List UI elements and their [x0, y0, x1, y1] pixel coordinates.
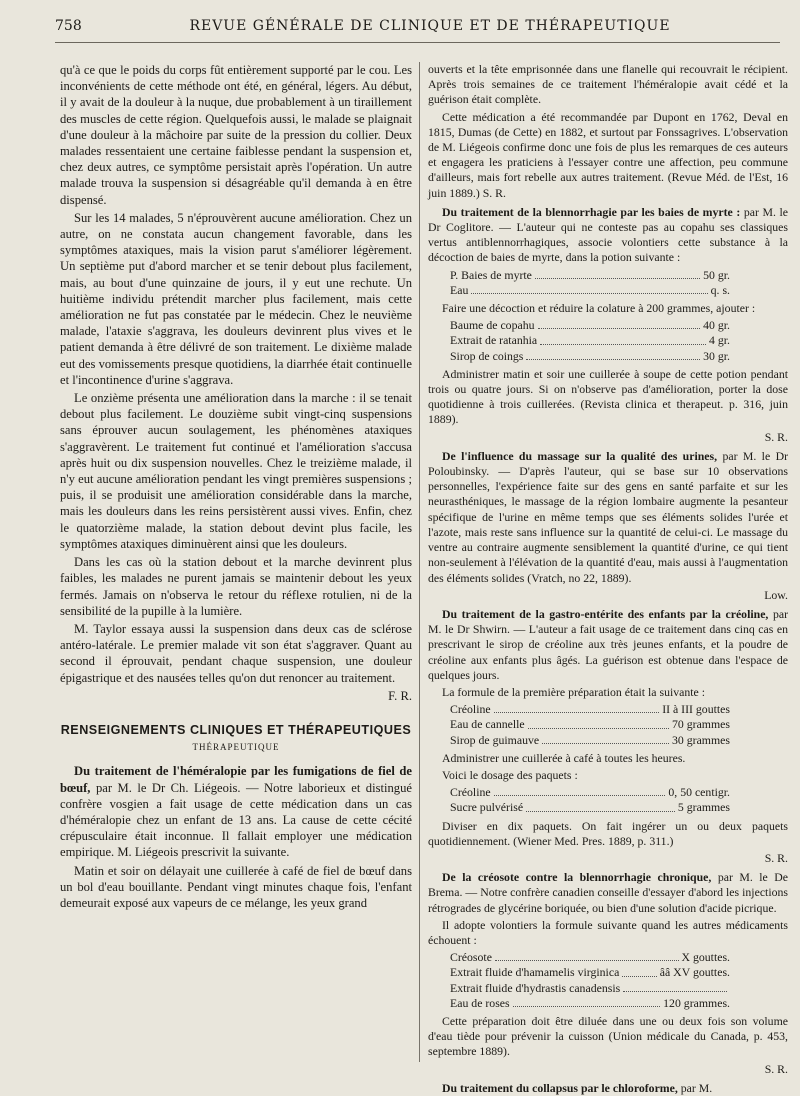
paragraph: Faire une décoction et réduire la colature à 200 grammes, ajouter :: [442, 301, 756, 316]
ingredient-quantity: q. s.: [710, 282, 730, 297]
recipe-line: [450, 318, 730, 333]
ingredient-name: Créoline: [450, 702, 491, 717]
article: [428, 205, 788, 266]
article-title: De l'influence du massage sur la qualité des urines,: [442, 448, 718, 463]
ingredient-quantity: 50 gr.: [703, 267, 730, 282]
recipe-line: [450, 717, 730, 732]
paragraph: Le onzième présenta une amélioration dans la marche : il se tenait debout plus facilement. Le douzième subit vingt-cinq suspensions sans éprouver aucun soulagement, les phénomènes ataxiques s'aggravèrent. Le traitement fut continué et l'amélioration s'accusa après huit ou dix suspension nouvelles. Chez le treizième malade, il n'y eut aucune amélioration pendant les vingt premières suspensions ; puis, il se produisit une amélioration considérable dans la marche, mais les douleurs dans les reins persistèrent aussi vives. Enfin, chez le quatorzième malade, la station debout devint plus facile, les symptômes ataxiques diminuèrent ainsi que les douleurs.: [60, 391, 412, 551]
ingredient-quantity: 40 gr.: [703, 318, 730, 333]
ingredient-quantity: 0, 50 centigr.: [668, 785, 730, 800]
recipe: [450, 318, 730, 364]
article: [60, 763, 412, 860]
recipe: [450, 702, 730, 748]
leader-dots: [623, 981, 727, 992]
article: [428, 1081, 788, 1096]
leader-dots: [540, 333, 706, 344]
recipe-line: [450, 996, 730, 1011]
leader-dots: [622, 965, 656, 976]
recipe-line: [450, 333, 730, 348]
article-body: par M. le Dr Ch. Liégeois. — Notre laborieux et distingué confrère vosgien a fait usage de cette médication dans un cas d'héméralopie chez un enfant de 13 ans. La cause de cette cécité crépusculaire était inconnue. Il fallait employer une médication empirique. M. Liégeois prescrivit la suivante.: [60, 780, 412, 860]
recipe-line: [450, 349, 730, 364]
section-title: RENSEIGNEMENTS CLINIQUES ET THÉRAPEUTIQUES: [60, 722, 412, 737]
paragraph: Cette préparation doit être diluée dans une ou deux fois son volume d'eau tiède pour prévenir la cuisson (Union médicale du Canada, p. 453, septembre 1889).: [428, 1013, 788, 1059]
recipe-line: [450, 733, 730, 748]
ingredient-quantity: 5 grammes: [677, 800, 730, 815]
paragraph: Administrer une cuillerée à café à toutes les heures.: [442, 750, 686, 765]
article-body: par M. le Dr Poloubinsky. — D'après l'auteur, qui se base sur 10 observations personnelles, l'expérience faite sur des gens en santé parfaite et sur les neurasthéniques, le massage de la région lombaire augmente la pesanteur spécifique de l'urine en même temps que ses éléments solides l'urée et l'azote, mais reste sans influence sur la quantité de celui-ci. Le massage du ventre au contraire augmente sensiblement la quantité d'urine, ce qui tient non-seulement à l'élévation de la quantité d'eau, mais aussi à l'augmentation des éléments solides (Vratch, no 22, 1889).: [428, 448, 789, 585]
article-body: par M. le Dr Shwirn. — L'auteur a fait usage de ce traitement dans cinq cas en prescrivant le sirop de créoline aux très jeunes enfants, et la poudre de créoline aux enfants plus âgés. La guérison est obtenue dans l'espace de quelques jours.: [428, 606, 789, 682]
paragraph: Dans les cas où la station debout et la marche devinrent plus faibles, les malades ne purent jamais se maintenir debout les yeux fermés. Jamais on n'observa le retour du réflexe rotulien, ni de la sensibilité de la pupille à la lumière.: [60, 555, 412, 618]
article-title: Du traitement de l'héméralopie par les fumigations de fiel de bœuf,: [60, 764, 412, 795]
ingredient-quantity: X gouttes.: [681, 950, 730, 965]
leader-dots: [535, 268, 700, 279]
paragraph: M. Taylor essaya aussi la suspension dans deux cas de sclérose antéro-latérale. Le premier malade vit son état s'aggraver. Quant au second il éprouvait, pendant chaque suspension, une douleur épigastrique et des nausées telles qu'on dut renoncer au traitement.: [60, 621, 412, 685]
article: [428, 449, 788, 586]
ingredient-name: Extrait fluide d'hydrastis canadensis: [450, 980, 621, 995]
paragraph: Voici le dosage des paquets :: [442, 767, 578, 782]
leader-dots: [513, 996, 661, 1007]
recipe-line: [450, 785, 730, 800]
ingredient-name: Extrait fluide d'hamamelis virginica: [450, 965, 620, 980]
leader-dots: [526, 349, 700, 360]
recipe-line: [450, 268, 730, 283]
ingredient-name: Sirop de coings: [450, 348, 524, 363]
article: [428, 870, 788, 916]
ingredient-quantity: 120 grammes.: [663, 995, 730, 1010]
ingredient-name: Sirop de guimauve: [450, 732, 540, 747]
ingredient-name: Créoline: [450, 785, 491, 800]
recipe-line: [450, 950, 730, 965]
article-title: Du traitement de la blennorrhagie par les baies de myrte :: [442, 204, 741, 219]
page-number: 758: [55, 18, 82, 34]
ingredient-quantity: II à III gouttes: [662, 702, 730, 717]
ingredient-name: Eau de cannelle: [450, 717, 525, 732]
paragraph: qu'à ce que le poids du corps fût entièrement supporté par le cou. Les inconvénients de cette méthode ont été, en général, légers. Au début, il y avait de la douleur à la nuque, due probablement à un tiraillement des muscles de cette région. Quelquefois aussi, le malade se plaignait d'une douleur à la mâchoire par suite de la pression du collier. Deux malades ressentaient une certaine faiblesse pendant la suspension et, chez deux autres, ce symptôme persistait après l'opération. Un autre malade trouva la suspension si désagréable qu'il demanda à en être dispensé.: [60, 63, 412, 207]
recipe-line: [450, 702, 730, 717]
article-title: Du traitement du collapsus par le chloroforme,: [442, 1080, 678, 1095]
ingredient-quantity: 30 grammes: [672, 732, 730, 747]
article: [428, 607, 788, 683]
leader-dots: [495, 950, 679, 961]
leader-dots: [494, 702, 660, 713]
ingredient-name: Créosote: [450, 950, 492, 965]
ingredient-name: Eau de roses: [450, 995, 510, 1010]
paragraph: Matin et soir on délayait une cuillerée à café de fiel de bœuf dans un bol d'eau bouillante. Pendant vingt minutes chaque fois, l'enfant demeurait exposé aux vapeurs de ce mélange, les yeux grand: [60, 863, 412, 910]
signature: S. R.: [764, 429, 788, 444]
article-title: De la créosote contre la blennorrhagie chronique,: [442, 870, 712, 885]
left-column: [60, 62, 412, 1062]
signature: S. R.: [764, 850, 788, 865]
leader-dots: [538, 318, 701, 329]
paragraph: Administrer matin et soir une cuillerée à soupe de cette potion pendant trois ou quatre jours. Si on n'observe pas d'amélioration, porter la dose quotidienne à trois cuillerées. (Revista clinica et therapeut. p. 316, juin 1889).: [428, 366, 788, 427]
ingredient-name: Sucre pulvérisé: [450, 800, 524, 815]
ingredient-quantity: 30 gr.: [703, 348, 730, 363]
ingredient-quantity: 70 grammes: [672, 717, 730, 732]
paragraph: Diviser en dix paquets. On fait ingérer un ou deux paquets quotidiennement. (Wiener Med. Pres. 1889, p. 311.): [428, 818, 788, 848]
section-subtitle: THÉRAPEUTIQUE: [192, 742, 280, 753]
recipe: [450, 950, 730, 1011]
running-title: REVUE GÉNÉRALE DE CLINIQUE ET DE THÉRAPEUTIQUE: [189, 18, 671, 34]
recipe-line: [450, 283, 730, 298]
paragraph: Cette médication a été recommandée par Dupont en 1762, Deval en 1815, Dumas (de Cette) en 1882, et surtout par Fonssagrives. L'observation de M. Liégeois confirme donc une fois de plus les remarques de ces auteurs et engagera les praticiens à l'essayer contre une affection, peu commune d'ailleurs, mais fort rebelle aux autres traitement. (Revue Méd. de l'Est, 16 juin 1889.) S. R.: [428, 109, 788, 200]
recipe-line: [450, 800, 730, 815]
signature: F. R.: [388, 688, 412, 703]
recipe: [450, 268, 730, 298]
column-divider: [419, 62, 420, 1062]
leader-dots: [542, 733, 669, 744]
paragraph: ouverts et la tête emprisonnée dans une flanelle qui recouvrait le récipient. Après trois semaines de ce traitement l'héméralopie avait cédé et la guérison était complète.: [428, 62, 788, 107]
recipe-line: [450, 981, 730, 996]
ingredient-name: Extrait de ratanhia: [450, 333, 538, 348]
article-body: par M. le De Brema. — Notre confrère canadien conseille d'essayer d'abord les injections rétrogrades de glycérine boriquée, ou bien d'une solution d'acide picrique.: [428, 870, 788, 915]
article-body: par M. le Dr Coglitore. — L'auteur qui ne conteste pas au copahu ses classiques vertus antiblennorrhagiques, associe volontiers cette substance à la décoction de baies de myrte, dans la potion suivante :: [428, 204, 789, 265]
ingredient-quantity: 4 gr.: [709, 333, 730, 348]
paragraph: La formule de la première préparation était la suivante :: [442, 684, 706, 699]
signature: S. R.: [764, 1061, 788, 1076]
leader-dots: [494, 785, 666, 796]
recipe-line: [450, 965, 730, 980]
ingredient-name: Baume de copahu: [450, 318, 535, 333]
ingredient-quantity: ââ XV gouttes.: [659, 965, 730, 980]
leader-dots: [526, 800, 675, 811]
paragraph: Sur les 14 malades, 5 n'éprouvèrent aucune amélioration. Chez un autre, on ne constata aucun changement favorable, dans les symptômes ataxiques, mais la vision parut s'améliorer légèrement. Un septième put d'abord marcher et se tenir debout plus facilement, mais, au bout d'une quinzaine de jours, il y eut une rechute. Un huitième individu prétendit marcher plus facilement, mais cette amélioration ne fut pas constatée par le médecin. Chez le neuvième malade, l'ataxie s'aggrava, les douleurs devinrent plus vives et le patient demanda à être délivré de son traitement. Le dixième malade eut des vomissements presque quotidiens, la diarrhée était continuelle et l'incontinence d'urine s'aggrava.: [60, 210, 412, 387]
recipe: [450, 785, 730, 815]
article-body: par M.: [680, 1080, 713, 1095]
leader-dots: [528, 717, 669, 728]
right-column: [428, 62, 789, 1095]
article-title: Du traitement de la gastro-entérite des enfants par la créoline,: [442, 606, 769, 621]
signature: Low.: [764, 587, 788, 602]
leader-dots: [471, 283, 707, 294]
running-header: [55, 18, 780, 43]
ingredient-name: Eau: [450, 282, 469, 297]
ingredient-name: P. Baies de myrte: [450, 267, 532, 282]
paragraph: Il adopte volontiers la formule suivante quand les autres médicaments échouent :: [428, 917, 788, 947]
